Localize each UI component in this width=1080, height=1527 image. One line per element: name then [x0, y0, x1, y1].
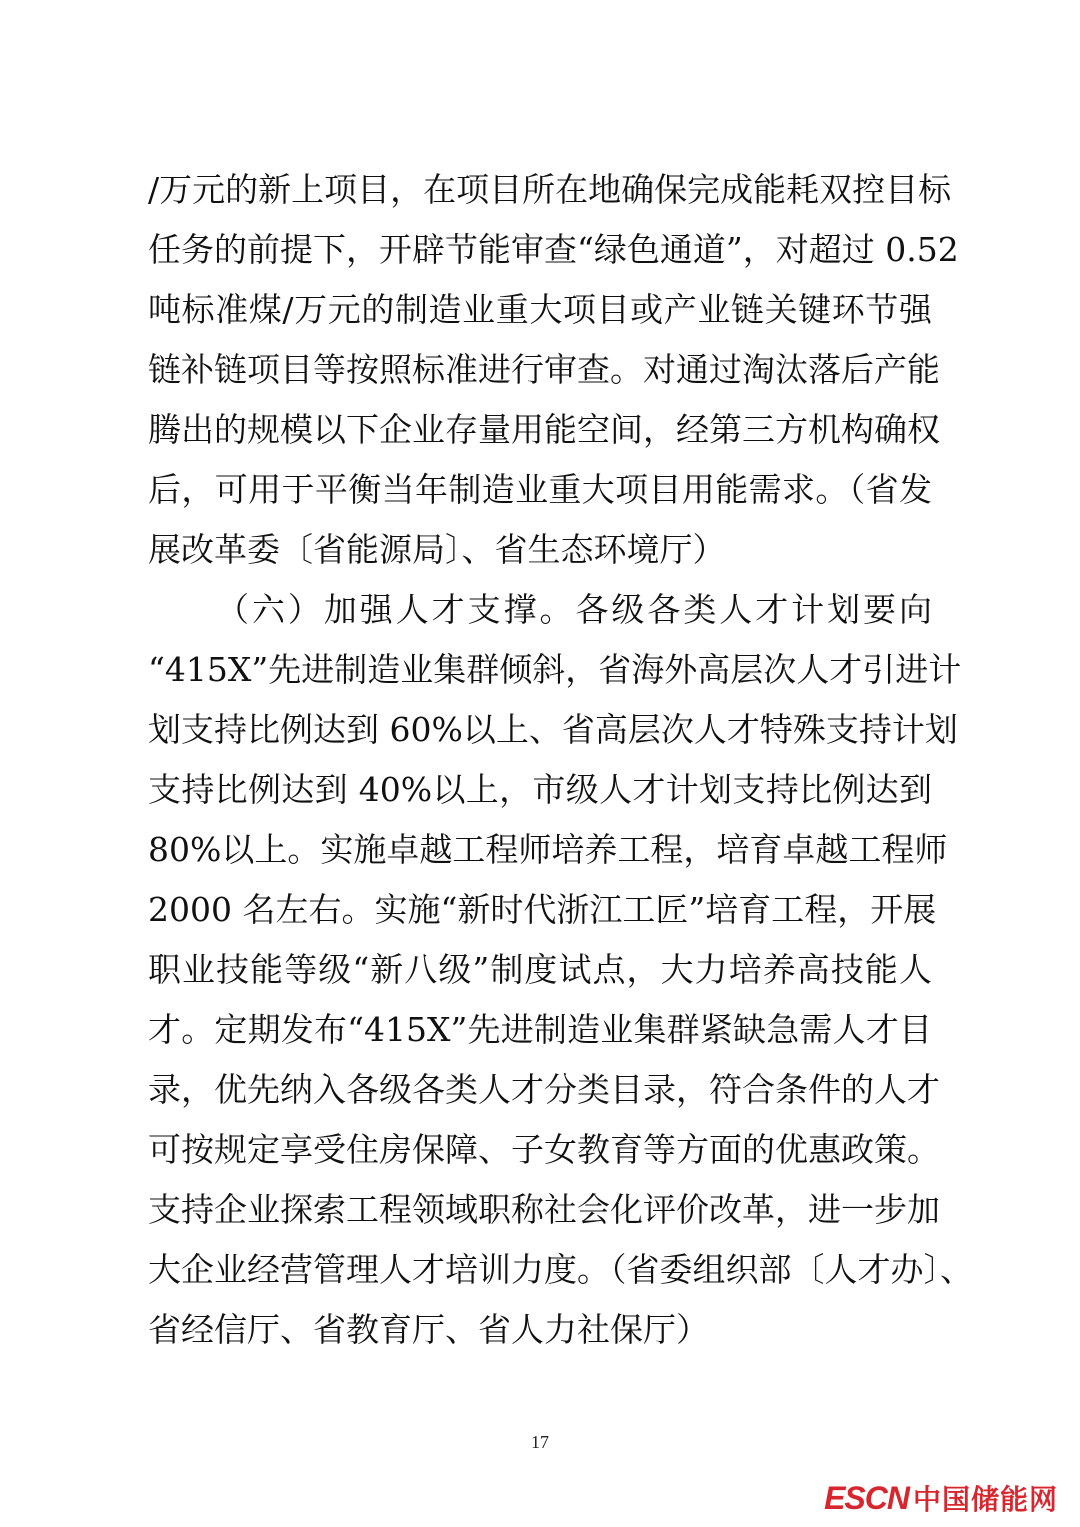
escn-watermark-logo	[824, 1478, 1058, 1518]
paragraph-line: 吨标准煤/万元的制造业重大项目或产业链关键环节强	[148, 290, 932, 329]
paragraph-line: 2000 名左右。实施“新时代浙江工匠”培育工程，开展	[148, 890, 937, 929]
paragraph-line: 支持比例达到 40%以上，市级人才计划支持比例达到	[148, 770, 932, 809]
section-heading-line: （六）加强人才支撑。各级各类人才计划要向	[216, 590, 932, 629]
watermark-latin: ESCN	[824, 1479, 909, 1516]
paragraph-line: 职业技能等级“新八级”制度试点，大力培养高技能人	[148, 950, 932, 989]
paragraph-line: 录，优先纳入各级各类人才分类目录，符合条件的人才	[148, 1070, 940, 1109]
paragraph-line: 展改革委〔省能源局〕、省生态环境厅）	[148, 530, 726, 569]
paragraph-line: 腾出的规模以下企业存量用能空间，经第三方机构确权	[148, 410, 940, 449]
paragraph-line: 划支持比例达到 60%以上、省高层次人才特殊支持计划	[148, 710, 958, 749]
paragraph-line: 省经信厅、省教育厅、省人力社保厅）	[148, 1310, 709, 1349]
watermark-chinese: 中国储能网	[912, 1483, 1058, 1516]
paragraph-line: “415X”先进制造业集群倾斜，省海外高层次人才引进计	[148, 650, 962, 689]
paragraph-line: 支持企业探索工程领域职称社会化评价改革，进一步加	[148, 1190, 940, 1229]
paragraph-line: 大企业经营管理人才培训力度。（省委组织部〔人才办〕、	[148, 1250, 973, 1289]
paragraph-line: 80%以上。实施卓越工程师培养工程，培育卓越工程师	[148, 830, 948, 869]
paragraph-line: 任务的前提下，开辟节能审查“绿色通道”，对超过 0.52	[148, 230, 959, 269]
paragraph-line: 链补链项目等按照标准进行审查。对通过淘汰落后产能	[148, 350, 940, 389]
paragraph-line: 后，可用于平衡当年制造业重大项目用能需求。（省发	[148, 470, 932, 509]
page-number: 17	[531, 1432, 549, 1452]
document-body	[148, 160, 973, 1360]
paragraph-line: 才。定期发布“415X”先进制造业集群紧缺急需人才目	[148, 1010, 932, 1049]
paragraph-line: /万元的新上项目，在项目所在地确保完成能耗双控目标	[148, 170, 952, 209]
paragraph-line: 可按规定享受住房保障、子女教育等方面的优惠政策。	[148, 1130, 940, 1169]
